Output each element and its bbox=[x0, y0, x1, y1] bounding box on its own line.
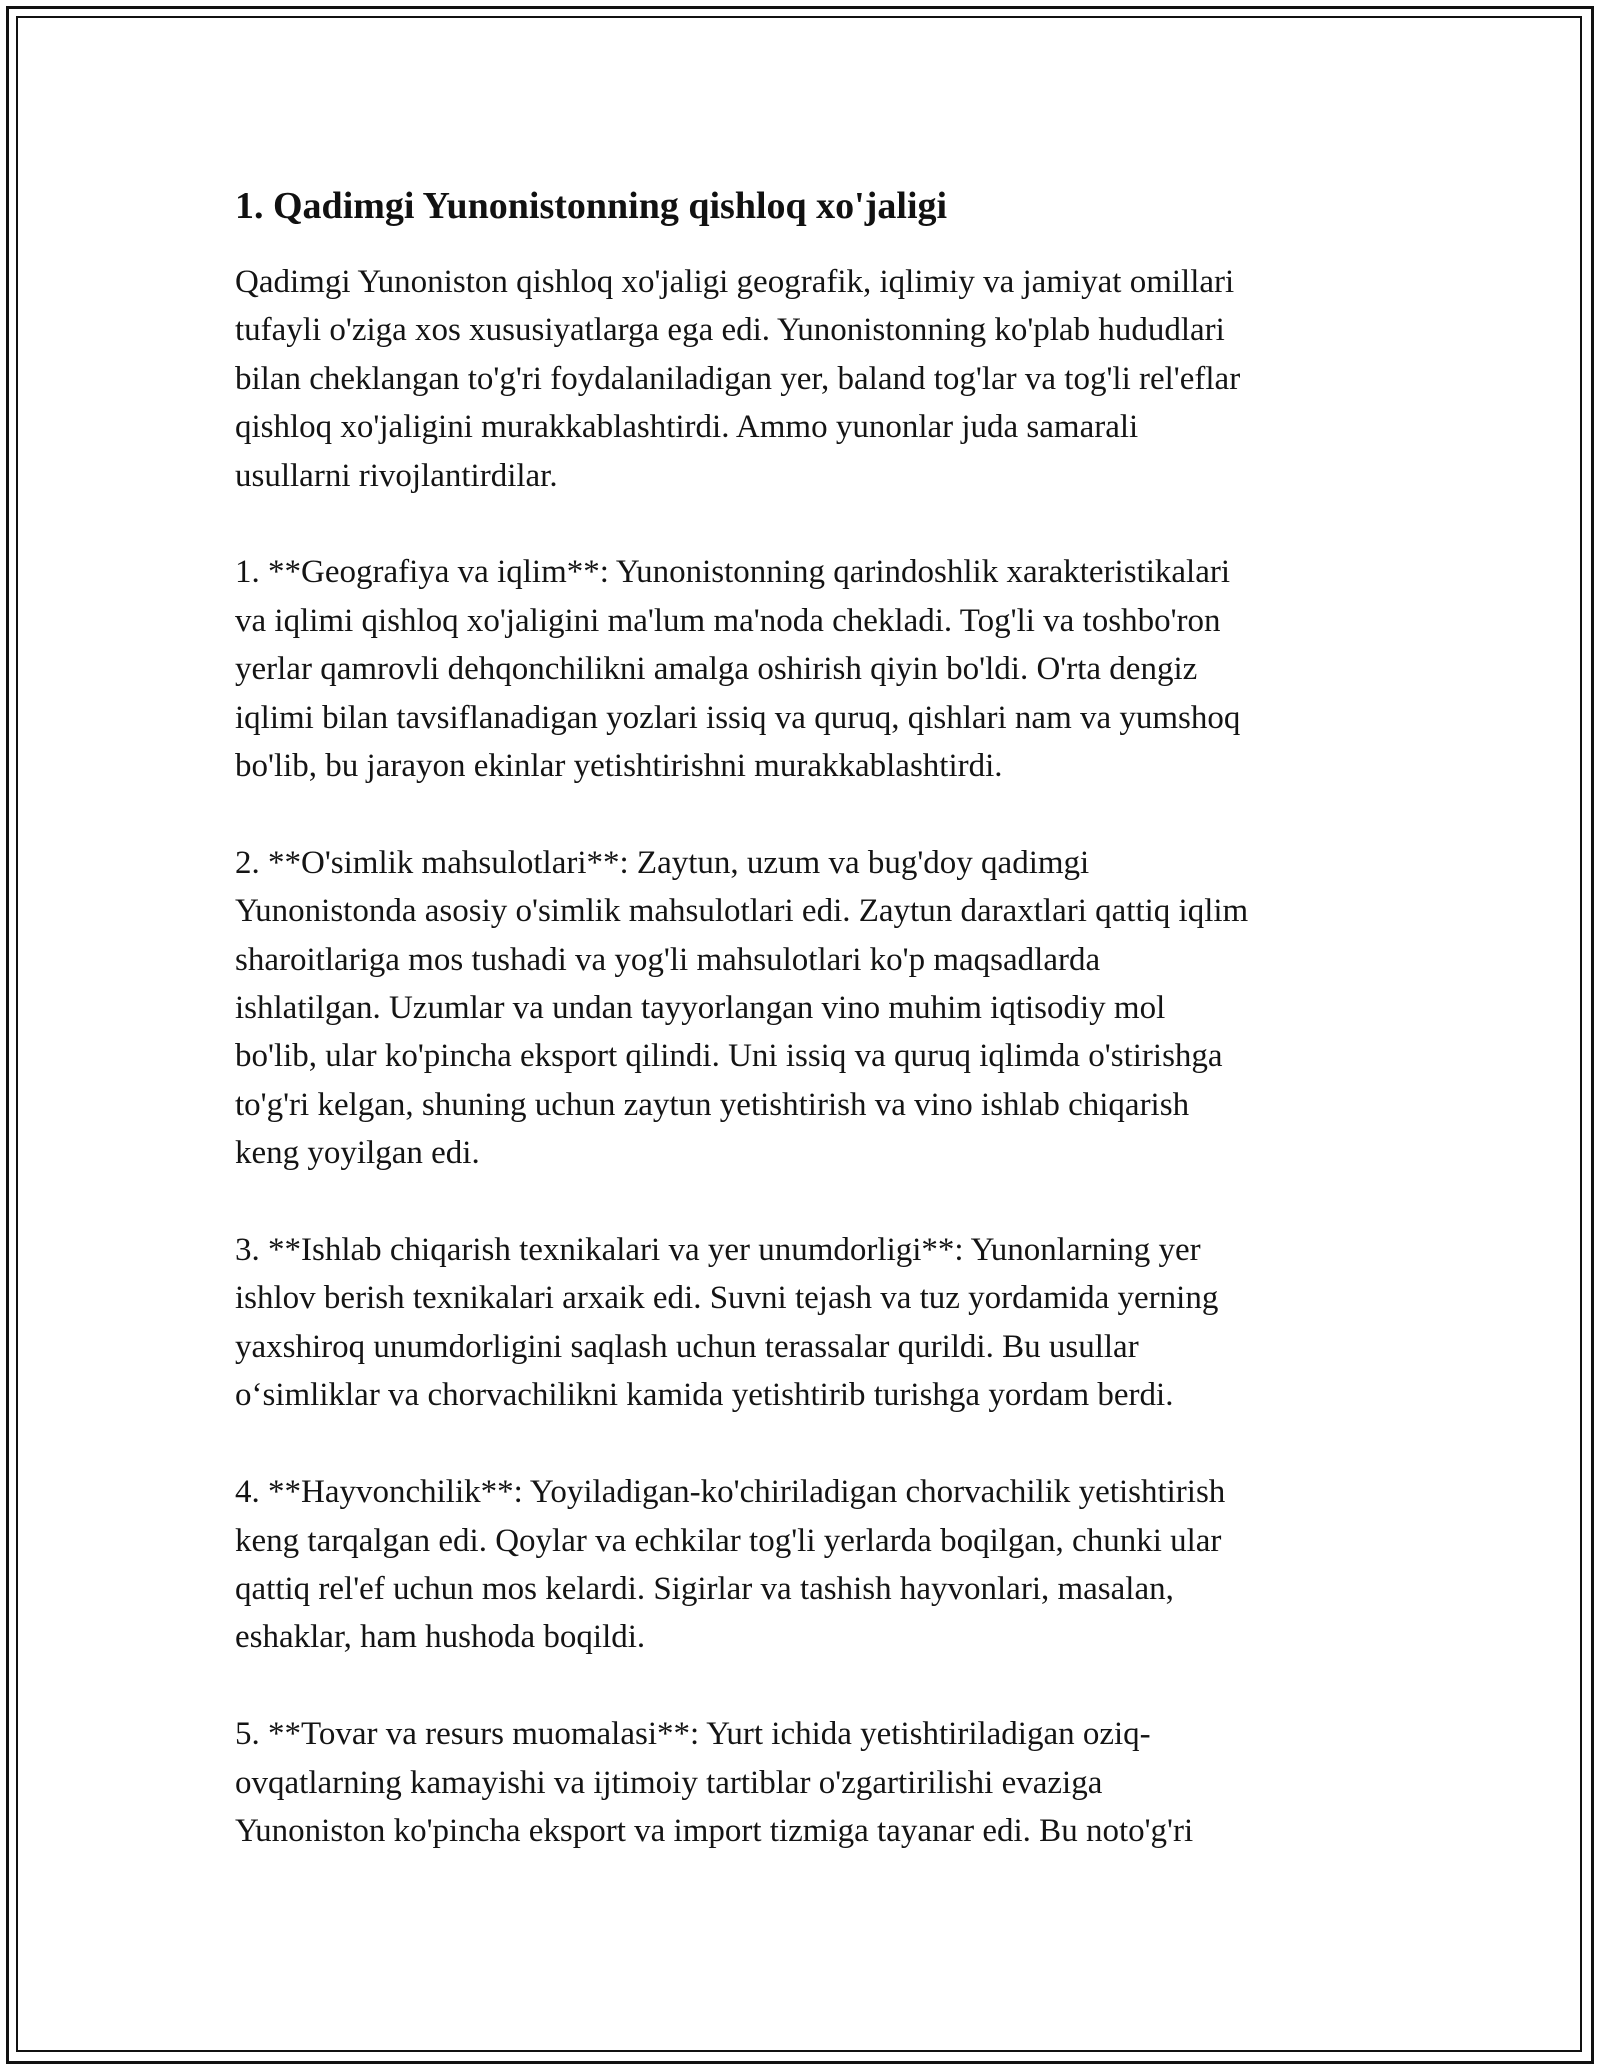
text-line: 1. **Geografiya va iqlim**: Yunonistonning qarindoshlik xarakteristikalari bbox=[235, 554, 1230, 591]
intro-paragraph bbox=[235, 258, 1365, 500]
text-line: eshaklar, ham hushoda boqildi. bbox=[235, 1619, 646, 1656]
list-item-production-techniques bbox=[235, 1226, 1365, 1420]
text-line: o‘simliklar va chorvachilikni kamida yetishtirib turishga yordam berdi. bbox=[235, 1377, 1174, 1414]
text-line: Yunoniston ko'pincha eksport va import tizmiga tayanar edi. Bu noto'g'ri bbox=[235, 1812, 1194, 1849]
text-line: 3. **Ishlab chiqarish texnikalari va yer unumdorligi**: Yunonlarning yer bbox=[235, 1232, 1201, 1269]
text-line: 4. **Hayvonchilik**: Yoyiladigan-ko'chiriladigan chorvachilik yetishtirish bbox=[235, 1474, 1226, 1511]
text-line: Qadimgi Yunoniston qishloq xo'jaligi geografik, iqlimiy va jamiyat omillari bbox=[235, 264, 1235, 300]
page-title: 1. Qadimgi Yunonistonning qishloq xo'jaligi bbox=[235, 185, 948, 227]
text-line: to'g'ri kelgan, shuning uchun zaytun yetishtirish va vino ishlab chiqarish bbox=[235, 1086, 1190, 1123]
list-item-geography bbox=[235, 548, 1365, 790]
text-line: iqlimi bilan tavsiflanadigan yozlari issiq va quruq, qishlari nam va yumshoq bbox=[235, 699, 1241, 736]
text-line: usullarni rivojlantirdilar. bbox=[235, 457, 558, 494]
text-line: yaxshiroq unumdorligini saqlash uchun terassalar qurildi. Bu usullar bbox=[235, 1328, 1139, 1365]
text-line: qishloq xo'jaligini murakkablashtirdi. Ammo yunonlar juda samarali bbox=[235, 409, 1139, 446]
text-line: bilan cheklangan to'g'ri foydalaniladigan yer, baland tog'lar va tog'li rel'eflar bbox=[235, 360, 1241, 397]
text-line: yerlar qamrovli dehqonchilikni amalga oshirish qiyin bo'ldi. O'rta dengiz bbox=[235, 651, 1198, 688]
document-body bbox=[235, 180, 1365, 1904]
text-line: bo'lib, bu jarayon ekinlar yetishtirishni murakkablashtirdi. bbox=[235, 748, 1003, 785]
text-line: 5. **Tovar va resurs muomalasi**: Yurt ichida yetishtiriladigan oziq- bbox=[235, 1716, 1151, 1753]
text-line: tufayli o'ziga xos xususiyatlarga ega edi. Yunonistonning ko'plab hududlari bbox=[235, 312, 1225, 349]
text-line: qattiq rel'ef uchun mos kelardi. Sigirlar va tashish hayvonlari, masalan, bbox=[235, 1570, 1174, 1607]
text-line: keng yoyilgan edi. bbox=[235, 1135, 480, 1172]
list-item-plant-products bbox=[235, 839, 1365, 1178]
text-line: ovqatlarning kamayishi va ijtimoiy tartiblar o'zgartirilishi evaziga bbox=[235, 1764, 1103, 1801]
text-line: Yunonistonda asosiy o'simlik mahsulotlari edi. Zaytun daraxtlari qattiq iqlim bbox=[235, 893, 1249, 930]
text-line: 2. **O'simlik mahsulotlari**: Zaytun, uzum va bug'doy qadimgi bbox=[235, 844, 1090, 881]
list-item-trade bbox=[235, 1710, 1365, 1855]
text-line: keng tarqalgan edi. Qoylar va echkilar tog'li yerlarda boqilgan, chunki ular bbox=[235, 1522, 1222, 1559]
text-line: va iqlimi qishloq xo'jaligini ma'lum ma'noda chekladi. Tog'li va toshbo'ron bbox=[235, 602, 1221, 639]
list-item-livestock bbox=[235, 1468, 1365, 1662]
text-line: ishlatilgan. Uzumlar va undan tayyorlangan vino muhim iqtisodiy mol bbox=[235, 990, 1166, 1027]
text-line: bo'lib, ular ko'pincha eksport qilindi. Uni issiq va quruq iqlimda o'stirishga bbox=[235, 1038, 1223, 1075]
text-line: sharoitlariga mos tushadi va yog'li mahsulotlari ko'p maqsadlarda bbox=[235, 941, 1101, 978]
text-line: ishlov berish texnikalari arxaik edi. Suvni tejash va tuz yordamida yerning bbox=[235, 1280, 1219, 1317]
